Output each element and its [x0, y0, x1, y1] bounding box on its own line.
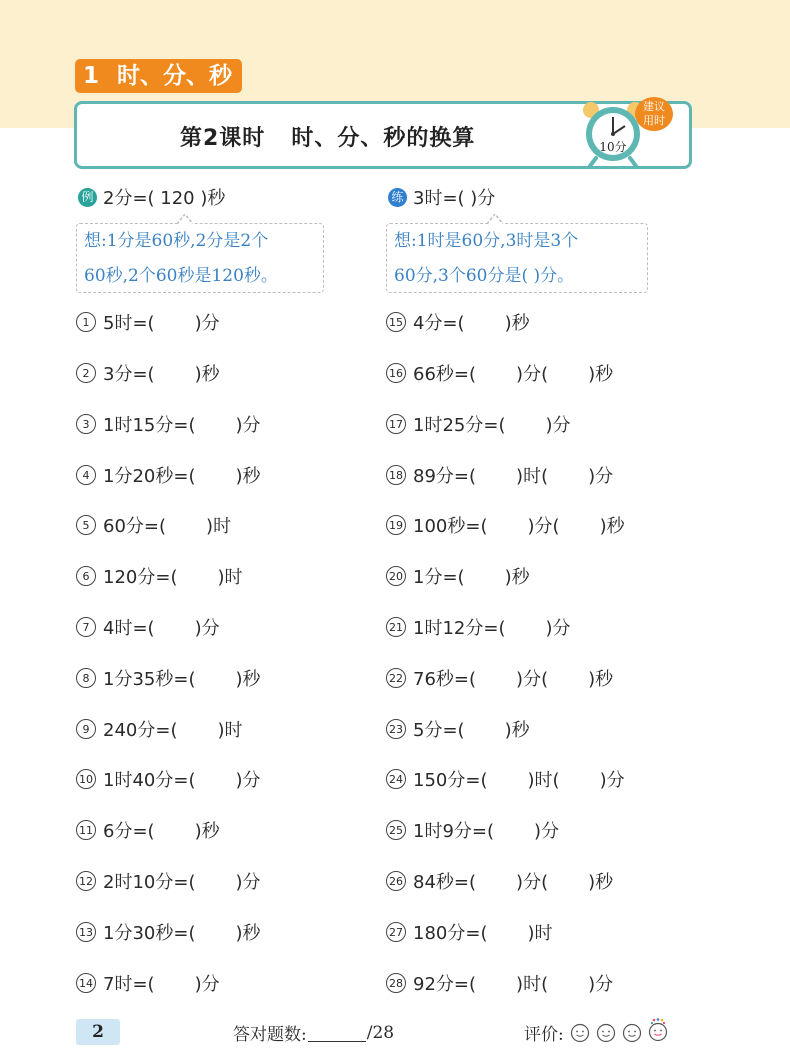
hint-pointer — [487, 214, 503, 224]
question-text[interactable]: 1时40分=( )分 — [103, 770, 261, 791]
question-text[interactable]: 1时9分=( )分 — [413, 821, 560, 842]
lesson-title: 时、分、秒的换算 — [291, 126, 476, 151]
alarm-clock-icon — [582, 96, 702, 176]
question-text[interactable]: 1时25分=( )分 — [413, 415, 571, 436]
question-text[interactable]: 2时10分=( )分 — [103, 872, 261, 893]
question-number: 5 — [76, 515, 96, 535]
question-item — [76, 513, 231, 537]
question-item — [76, 564, 243, 588]
question-item — [76, 869, 261, 893]
question-item — [386, 971, 613, 995]
question-number: 27 — [386, 922, 406, 942]
practice-hint — [386, 223, 648, 293]
question-number: 4 — [76, 465, 96, 485]
question-number: 13 — [76, 922, 96, 942]
question-number: 20 — [386, 566, 406, 586]
question-item — [76, 615, 220, 639]
practice-hint-line-1: 想:1时是60分,3时是3个 — [394, 231, 579, 251]
example-problem: 2分=( 120 )秒 — [103, 188, 226, 209]
practice-problem: 3时=( )分 — [413, 188, 496, 209]
question-item — [386, 310, 530, 334]
question-item — [386, 717, 530, 741]
example-tag: 例 — [78, 188, 97, 207]
question-text[interactable]: 4时=( )分 — [103, 618, 220, 639]
question-number: 16 — [386, 363, 406, 383]
question-item — [76, 717, 243, 741]
question-number: 15 — [386, 312, 406, 332]
question-number: 25 — [386, 820, 406, 840]
question-number: 9 — [76, 719, 96, 739]
advice-badge — [635, 97, 673, 131]
question-item — [76, 361, 220, 385]
question-item — [386, 818, 559, 842]
question-number: 11 — [76, 820, 96, 840]
suggested-time: 10分 — [599, 140, 627, 154]
hint-pointer — [177, 214, 193, 224]
question-item — [76, 971, 220, 995]
lesson-label: 第2课时 — [180, 126, 266, 151]
question-number: 2 — [76, 363, 96, 383]
question-text[interactable]: 3分=( )秒 — [103, 364, 220, 385]
question-text[interactable]: 92分=( )时( )分 — [413, 974, 614, 995]
question-number: 19 — [386, 515, 406, 535]
question-number: 21 — [386, 617, 406, 637]
section-number: 1 — [83, 63, 100, 89]
question-item — [386, 615, 571, 639]
practice-tag: 练 — [388, 188, 407, 207]
question-number: 24 — [386, 769, 406, 789]
example-block — [76, 184, 225, 210]
example-hint-line-1: 想:1分是60秒,2分是2个 — [84, 231, 269, 251]
page-number: 2 — [76, 1019, 120, 1045]
question-number: 18 — [386, 465, 406, 485]
question-number: 28 — [386, 973, 406, 993]
question-item — [76, 463, 261, 487]
section-tag — [75, 59, 242, 93]
question-item — [76, 310, 220, 334]
question-text[interactable]: 1分35秒=( )秒 — [103, 669, 261, 690]
example-hint — [76, 223, 324, 293]
question-item — [386, 412, 571, 436]
question-text[interactable]: 150分=( )时( )分 — [413, 770, 625, 791]
question-text[interactable]: 6分=( )秒 — [103, 821, 220, 842]
question-number: 1 — [76, 312, 96, 332]
star-smiley-face-icon[interactable] — [648, 1018, 668, 1042]
question-text[interactable]: 84秒=( )分( )秒 — [413, 872, 614, 893]
question-text[interactable]: 1时15分=( )分 — [103, 415, 261, 436]
question-text[interactable]: 120分=( )时 — [103, 567, 243, 588]
question-item — [386, 666, 613, 690]
question-item — [76, 767, 261, 791]
question-text[interactable]: 89分=( )时( )分 — [413, 466, 614, 487]
question-number: 12 — [76, 871, 96, 891]
smiley-face-icon[interactable] — [622, 1023, 642, 1043]
question-text[interactable]: 66秒=( )分( )秒 — [413, 364, 614, 385]
question-text[interactable]: 100秒=( )分( )秒 — [413, 516, 625, 537]
smiley-face-icon[interactable] — [570, 1023, 590, 1043]
question-number: 6 — [76, 566, 96, 586]
score-total: /28 — [366, 1022, 395, 1043]
question-number: 10 — [76, 769, 96, 789]
question-text[interactable]: 60分=( )时 — [103, 516, 232, 537]
question-item — [76, 412, 261, 436]
question-text[interactable]: 1时12分=( )分 — [413, 618, 571, 639]
score-label: 答对题数: — [233, 1025, 307, 1045]
question-number: 26 — [386, 871, 406, 891]
question-text[interactable]: 76秒=( )分( )秒 — [413, 669, 614, 690]
practice-hint-line-2: 60分,3个60分是( )分。 — [394, 266, 575, 286]
question-text[interactable]: 1分=( )秒 — [413, 567, 530, 588]
question-item — [76, 920, 261, 944]
question-number: 8 — [76, 668, 96, 688]
advice-bottom: 用时 — [643, 114, 665, 127]
question-text[interactable]: 180分=( )时 — [413, 923, 553, 944]
question-number: 3 — [76, 414, 96, 434]
advice-top: 建议 — [643, 100, 665, 113]
question-text[interactable]: 5分=( )秒 — [413, 720, 530, 741]
question-text[interactable]: 240分=( )时 — [103, 720, 243, 741]
question-item — [386, 920, 553, 944]
question-number: 17 — [386, 414, 406, 434]
question-item — [386, 869, 613, 893]
score-blank[interactable] — [308, 1023, 366, 1042]
question-text[interactable]: 7时=( )分 — [103, 974, 220, 995]
question-item — [386, 767, 625, 791]
question-text[interactable]: 1分20秒=( )秒 — [103, 466, 261, 487]
smiley-face-icon[interactable] — [596, 1023, 616, 1043]
question-item — [386, 361, 613, 385]
question-number: 14 — [76, 973, 96, 993]
score-area — [233, 1020, 394, 1045]
question-text[interactable]: 5时=( )分 — [103, 313, 220, 334]
practice-block — [386, 184, 495, 210]
question-number: 7 — [76, 617, 96, 637]
question-text[interactable]: 1分30秒=( )秒 — [103, 923, 261, 944]
question-number: 23 — [386, 719, 406, 739]
example-hint-line-2: 60秒,2个60秒是120秒。 — [84, 266, 278, 286]
section-title: 时、分、秒 — [117, 63, 233, 89]
question-text[interactable]: 4分=( )秒 — [413, 313, 530, 334]
question-number: 22 — [386, 668, 406, 688]
question-item — [386, 463, 613, 487]
question-item — [386, 564, 530, 588]
rating-label: 评价: — [524, 1025, 564, 1045]
rating-area — [524, 1020, 668, 1045]
question-item — [76, 818, 220, 842]
question-item — [386, 513, 625, 537]
question-item — [76, 666, 261, 690]
